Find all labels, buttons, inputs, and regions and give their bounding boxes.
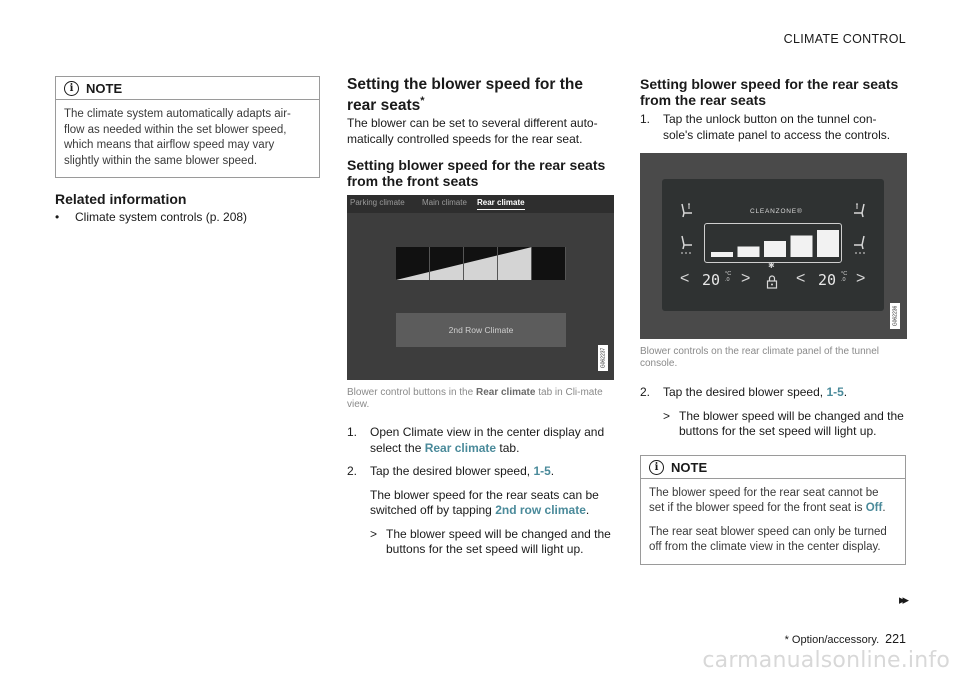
image-code bbox=[598, 345, 608, 371]
temp-right: 20 bbox=[818, 271, 837, 289]
note-paragraph-2: The rear seat blower speed can only be turned off from the climate view in the center display. bbox=[649, 525, 887, 553]
subheading-front: Setting blower speed for the rear seats from the front seats bbox=[347, 157, 606, 190]
step-text bbox=[370, 425, 614, 456]
rear-blower-bar[interactable] bbox=[764, 241, 786, 257]
step-2-extra bbox=[347, 488, 614, 519]
note-body bbox=[56, 100, 319, 177]
note-header bbox=[56, 77, 319, 100]
column-left bbox=[55, 76, 320, 225]
temp-left-unit bbox=[725, 271, 731, 283]
caption-pre: Blower control buttons in the bbox=[347, 387, 476, 399]
note-text: The climate system automatically adapts air-flow as needed within the set blower speed, which means that airflow speed may vary slightly within the same blower speed. bbox=[64, 108, 291, 167]
step-number: 1. bbox=[640, 112, 651, 126]
step-2 bbox=[347, 464, 614, 480]
blower-level-fill bbox=[498, 247, 532, 280]
step-number: 2. bbox=[640, 385, 651, 399]
image-code bbox=[890, 303, 900, 329]
note-box bbox=[55, 76, 320, 178]
result-arrow: > bbox=[663, 408, 671, 423]
info-icon: i bbox=[649, 460, 664, 475]
blower-level-button[interactable] bbox=[430, 247, 464, 280]
related-item[interactable] bbox=[55, 210, 320, 225]
fan-icon: ✱ bbox=[768, 261, 775, 270]
tab-parking-climate[interactable]: Parking climate bbox=[350, 198, 405, 208]
note-text-post: . bbox=[882, 502, 886, 514]
related-item-link[interactable]: Climate system controls (p. 208) bbox=[75, 210, 248, 224]
step-text: Tap the unlock button on the tunnel con-sole's climate panel to access the controls. bbox=[663, 112, 891, 142]
rear-blower-bars[interactable] bbox=[705, 224, 841, 262]
temp-unit: °C bbox=[841, 271, 848, 277]
chevron-right-icon[interactable]: > bbox=[856, 270, 866, 287]
rear-panel-image bbox=[640, 153, 907, 339]
seat-vent-icon[interactable] bbox=[678, 233, 696, 255]
page-footer bbox=[785, 632, 906, 646]
seat-vent-icon[interactable] bbox=[850, 233, 868, 255]
seat-heat-icon[interactable] bbox=[850, 201, 868, 219]
temp-unit: °C bbox=[725, 271, 732, 277]
step-text-pre: Open Climate view in the center display and select the bbox=[370, 425, 605, 455]
temp-left: 20 bbox=[702, 271, 721, 289]
tab-rear-climate[interactable]: Rear climate bbox=[477, 198, 525, 210]
step-highlight: Rear climate bbox=[424, 440, 497, 455]
note-header bbox=[641, 456, 905, 479]
blower-level-fill bbox=[464, 247, 498, 280]
result-arrow: > bbox=[370, 526, 378, 541]
blower-level-button[interactable] bbox=[396, 247, 430, 280]
caption-bold: Rear climate bbox=[475, 387, 536, 399]
step-highlight: 1-5 bbox=[826, 385, 844, 399]
blower-level-button[interactable] bbox=[464, 247, 498, 280]
step-number: 1. bbox=[347, 425, 358, 440]
step-text bbox=[663, 385, 847, 401]
step-extra-highlight: 2nd row climate bbox=[495, 503, 586, 518]
rear-panel bbox=[662, 179, 884, 311]
caption-post: tab in Cli-mate view. bbox=[347, 387, 603, 411]
rear-blower-bar[interactable] bbox=[711, 252, 733, 257]
chevron-left-icon[interactable]: < bbox=[680, 270, 690, 287]
step-text-post: tab. bbox=[496, 440, 520, 455]
cleanzone-logo bbox=[750, 208, 803, 215]
center-display-image bbox=[347, 195, 614, 380]
section-heading-text: Setting the blower speed for the rear seats bbox=[347, 76, 583, 115]
watermark: carmanualsonline.info bbox=[702, 648, 950, 673]
image-code-text: G062236 bbox=[892, 305, 899, 327]
step-2-result bbox=[640, 409, 906, 440]
bullet-icon: • bbox=[55, 210, 60, 224]
note-label: NOTE bbox=[671, 459, 708, 475]
cleanzone-text: CLEANZONE bbox=[750, 208, 797, 215]
step-text-pre: Tap the desired blower speed, bbox=[370, 464, 534, 479]
temp-decimal: .0 bbox=[725, 277, 730, 283]
rear-blower-bar[interactable] bbox=[817, 230, 839, 257]
blower-level-fill bbox=[430, 247, 464, 280]
related-heading: Related information bbox=[55, 191, 187, 207]
info-icon: i bbox=[64, 81, 79, 96]
step-highlight: 1-5 bbox=[533, 464, 551, 479]
note-box bbox=[640, 455, 906, 565]
page-number: 221 bbox=[885, 632, 906, 646]
step-extra-post: . bbox=[585, 503, 590, 518]
note-text-pre: The blower speed for the rear seat cannot be set if the blower speed for the front seat is bbox=[649, 486, 879, 514]
step-text-pre: Tap the desired blower speed, bbox=[663, 385, 827, 399]
blower-level-buttons bbox=[396, 247, 566, 280]
lock-icon[interactable] bbox=[766, 275, 778, 289]
blower-level-button[interactable] bbox=[498, 247, 532, 280]
step-1 bbox=[347, 425, 614, 456]
note-paragraph-1 bbox=[649, 486, 897, 517]
option-asterisk: * bbox=[420, 95, 425, 107]
image-code-text: G062237 bbox=[600, 347, 607, 369]
step-text-post: . bbox=[550, 464, 555, 479]
temp-decimal: .0 bbox=[841, 277, 846, 283]
chevron-left-icon[interactable]: < bbox=[796, 270, 806, 287]
subheading-rear: Setting blower speed for the rear seats from the rear seats bbox=[640, 76, 899, 108]
step-text bbox=[370, 464, 554, 480]
seat-heat-icon[interactable] bbox=[678, 201, 696, 219]
note-body bbox=[641, 479, 905, 564]
step-2-result bbox=[347, 527, 614, 558]
rear-blower-bar[interactable] bbox=[738, 247, 760, 258]
blower-level-button[interactable] bbox=[532, 247, 566, 280]
footnote: * Option/accessory. bbox=[784, 634, 880, 646]
image-caption bbox=[347, 387, 614, 411]
cleanzone-mark: ® bbox=[796, 208, 803, 215]
temp-right-unit bbox=[841, 271, 847, 283]
image-caption: Blower controls on the rear climate panel of the tunnel console. bbox=[640, 346, 880, 369]
2nd-row-climate-label: 2nd Row Climate bbox=[448, 325, 514, 336]
2nd-row-climate-button[interactable] bbox=[396, 313, 566, 347]
step-text-post: . bbox=[843, 385, 848, 399]
intro-text: The blower can be set to several different auto-matically controlled speeds for the rear seat. bbox=[347, 116, 598, 146]
result-text: The blower speed will be changed and the buttons for the set speed will light up. bbox=[386, 526, 611, 557]
step-number: 2. bbox=[347, 464, 358, 479]
page-header: CLIMATE CONTROL bbox=[783, 32, 906, 46]
column-right bbox=[640, 76, 906, 565]
step-extra-pre: The blower speed for the rear seats can be switched off by tapping bbox=[370, 487, 599, 518]
rear-blower-display bbox=[704, 223, 842, 263]
blower-level-fill bbox=[396, 247, 430, 280]
step-1 bbox=[640, 112, 906, 143]
rear-blower-bar[interactable] bbox=[791, 236, 813, 258]
section-heading bbox=[347, 76, 614, 114]
note-label: NOTE bbox=[86, 81, 123, 96]
column-middle bbox=[347, 76, 614, 558]
step-2 bbox=[640, 385, 906, 401]
tab-main-climate[interactable]: Main climate bbox=[422, 198, 467, 208]
note-highlight: Off bbox=[865, 502, 883, 514]
continue-arrow-icon: ▸▸ bbox=[898, 592, 906, 607]
chevron-right-icon[interactable]: > bbox=[741, 270, 751, 287]
result-text: The blower speed will be changed and the buttons for the set speed will light up. bbox=[679, 408, 904, 438]
